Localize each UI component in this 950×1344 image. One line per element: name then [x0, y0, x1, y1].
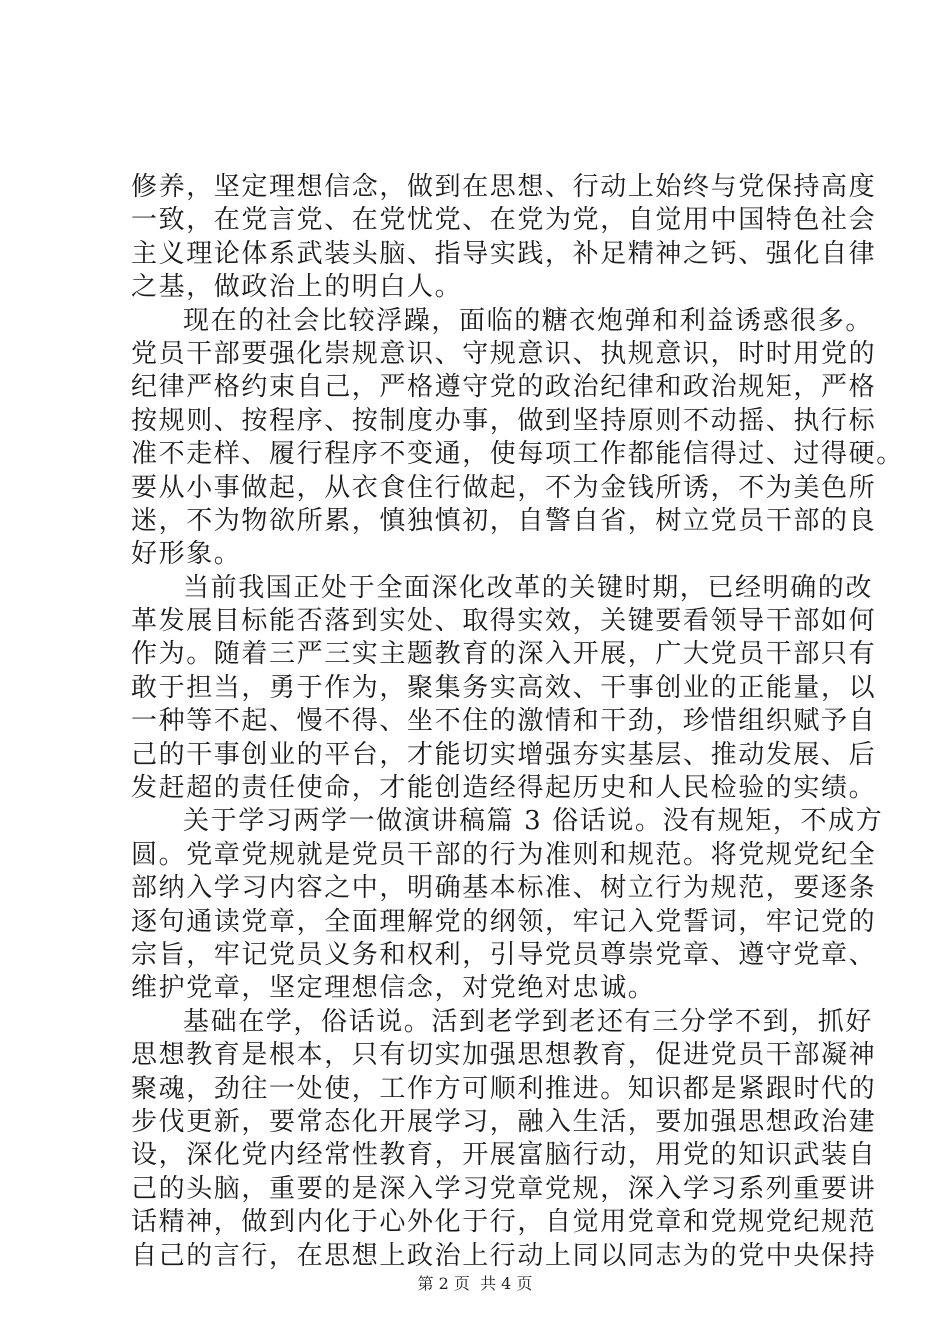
text-line: 话精神，做到内化于心外化于行，自觉用党章和党规党纪规范 — [131, 1207, 877, 1238]
text-line: 步伐更新，要常态化开展学习，融入生活，要加强思想政治建 — [131, 1106, 877, 1137]
text-line: 革发展目标能否落到实处、取得实效，关键要看领导干部如何 — [131, 606, 877, 637]
text-line: 发赶超的责任使命，才能创造经得起历史和人民检验的实绩。 — [131, 773, 877, 804]
text-line: 按规则、按程序、按制度办事，做到坚持原则不动摇、执行标 — [131, 405, 877, 436]
paragraph-first-line: 关于学习两学一做演讲稿篇 3 俗话说。没有规矩，不成方 — [183, 806, 884, 837]
text-line: 维护党章，坚定理想信念，对党绝对忠诚。 — [131, 973, 656, 1004]
text-line: 聚魂，劲往一处使，工作方可顺利推进。知识都是紧跟时代的 — [131, 1073, 877, 1104]
text-line: 修养，坚定理想信念，做到在思想、行动上始终与党保持高度 — [131, 172, 877, 202]
text-line: 己的头脑，重要的是深入学习党章党规，深入学习系列重要讲 — [131, 1173, 877, 1204]
text-line: 自己的言行，在思想上政治上行动上同以同志为的党中央保持 — [131, 1240, 877, 1271]
page-number: 第 2 页 共 4 页 — [417, 1274, 533, 1293]
text-line: 要从小事做起，从衣食住行做起，不为金钱所诱，不为美色所 — [131, 472, 877, 503]
text-line: 部纳入学习内容之中，明确基本标准、树立行为规范，要逐条 — [131, 873, 877, 904]
text-line: 作为。随着三严三实主题教育的深入开展，广大党员干部只有 — [131, 639, 877, 670]
text-line: 准不走样、履行程序不变通，使每项工作都能信得过、过得硬。 — [131, 439, 904, 470]
paragraph-first-line: 基础在学，俗话说。活到老学到老还有三分学不到，抓好 — [183, 1006, 874, 1037]
text-line: 一致，在党言党、在党忧党、在党为党，自觉用中国特色社会 — [131, 205, 877, 236]
page-footer — [0, 1274, 950, 1294]
text-line: 敢于担当，勇于作为，聚集务实高效、干事创业的正能量，以 — [131, 672, 877, 703]
text-line: 逐句通读党章，全面理解党的纲领，牢记入党誓词，牢记党的 — [131, 906, 877, 937]
text-line: 主义理论体系武装头脑、指导实践，补足精神之钙、强化自律 — [131, 238, 877, 269]
paragraph-first-line: 现在的社会比较浮躁，面临的糖衣炮弹和利益诱惑很多。 — [183, 305, 874, 336]
text-line: 宗旨，牢记党员义务和权利，引导党员尊崇党章、遵守党章、 — [131, 939, 877, 970]
text-line: 迷，不为物欲所累，慎独慎初，自警自省，树立党员干部的良 — [131, 505, 877, 536]
text-line: 之基，做政治上的明白人。 — [131, 272, 463, 303]
text-line: 设，深化党内经常性教育，开展富脑行动，用党的知识武装自 — [131, 1140, 877, 1171]
text-line: 思想教育是根本，只有切实加强思想教育，促进党员干部凝神 — [131, 1040, 877, 1071]
text-line: 纪律严格约束自己，严格遵守党的政治纪律和政治规矩，严格 — [131, 372, 877, 403]
text-line: 好形象。 — [131, 539, 242, 570]
paragraph-first-line: 当前我国正处于全面深化改革的关键时期，已经明确的改 — [183, 572, 874, 603]
text-line: 己的干事创业的平台，才能切实增强夯实基层、推动发展、后 — [131, 739, 877, 770]
text-line: 党员干部要强化崇规意识、守规意识、执规意识，时时用党的 — [131, 338, 877, 369]
text-line: 一种等不起、慢不得、坐不住的激情和干劲，珍惜组织赋予自 — [131, 706, 877, 737]
document-body — [131, 171, 904, 1273]
text-line: 圆。党章党规就是党员干部的行为准则和规范。将党规党纪全 — [131, 839, 877, 870]
